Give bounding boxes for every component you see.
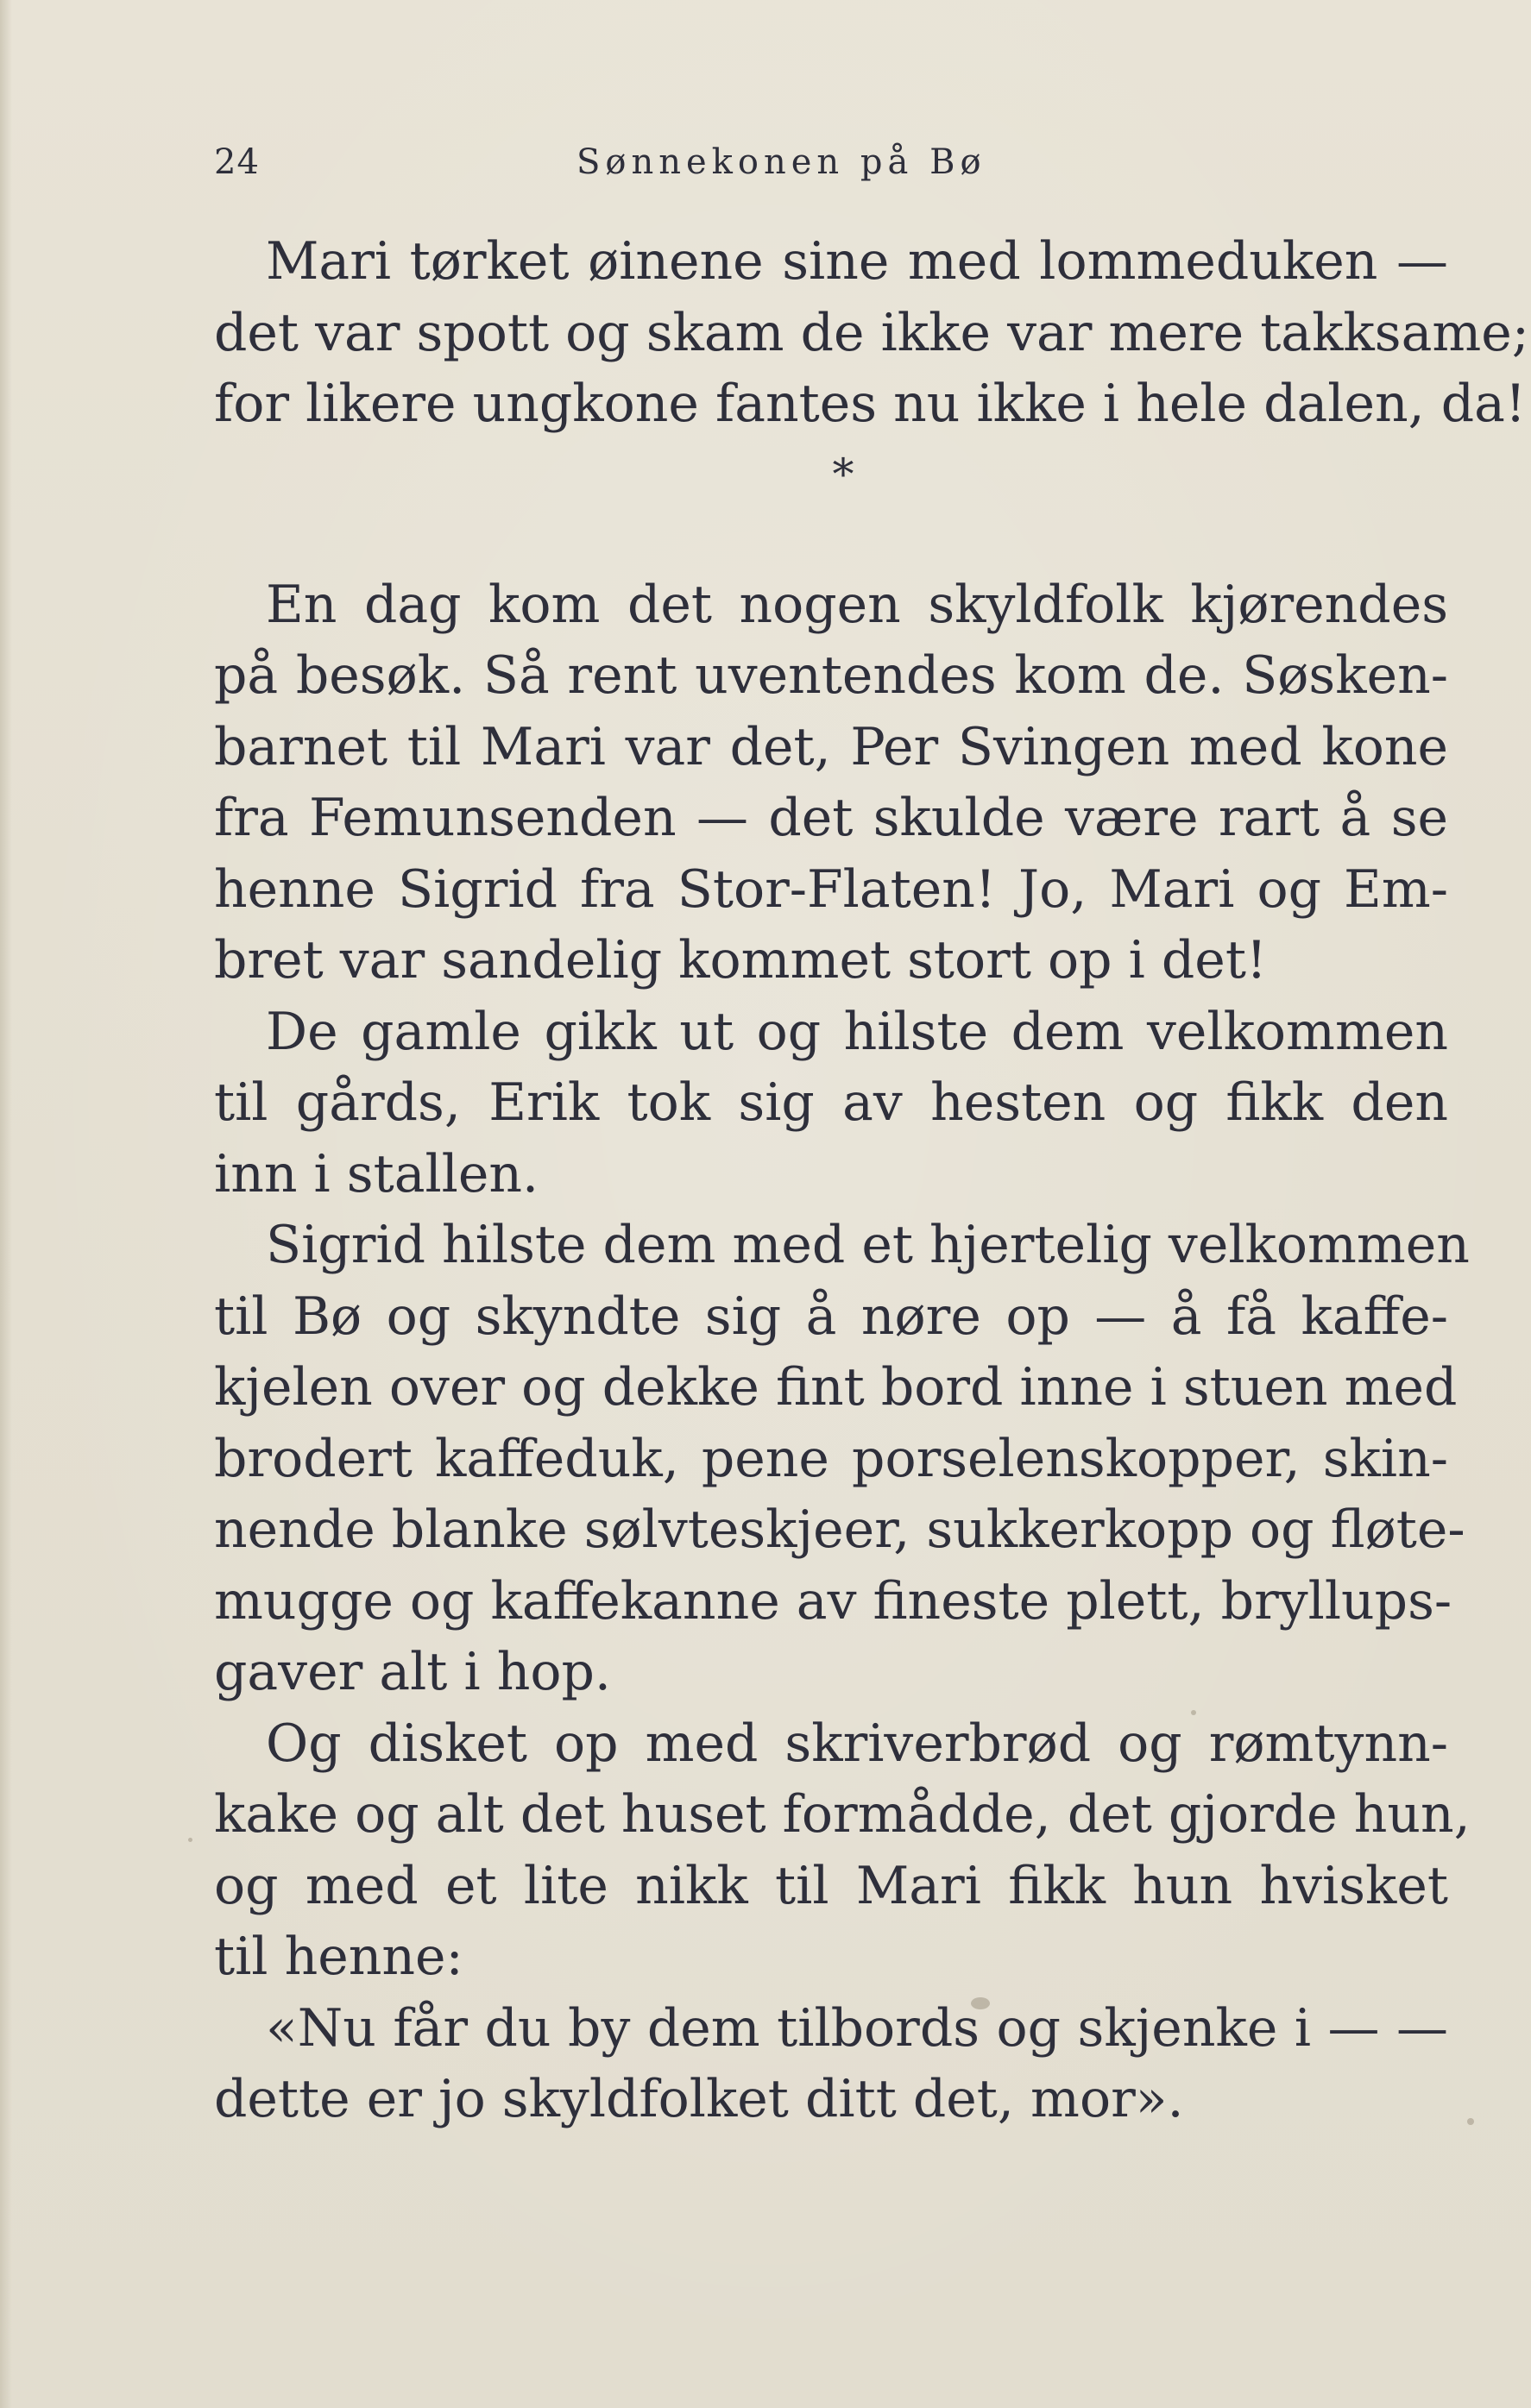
text-line: brodert kaffeduk, pene porselenskopper, skin- [214,1428,1448,1489]
page-edge-shadow [0,0,12,2408]
text-line: fra Femunsenden — det skulde være rart å se [214,788,1448,848]
text-line: det var spott og skam de ikke var mere takksame; [214,302,1529,363]
text-line: dette er jo skyldfolket ditt det, mor». [214,2069,1184,2129]
text-line: gaver alt i hop. [214,1642,611,1702]
section-separator: * [832,449,854,500]
paper-speck [188,1838,192,1842]
text-line: til gårds, Erik tok sig av hesten og fikk den [214,1072,1448,1133]
text-line: til Bø og skyndte sig å nøre op — å få kaffe- [214,1286,1448,1347]
paragraph [214,1993,1448,2135]
text-line: mugge og kaffekanne av fineste plett, bryllups- [214,1570,1452,1632]
paragraph [214,1210,1470,1708]
text-line: Sigrid hilste dem med et hjertelig velkommen [266,1215,1470,1275]
text-line: for likere ungkone fantes nu ikke i hele dalen, da! [214,374,1527,434]
text-line: til henne: [214,1927,463,1987]
text-line: nende blanke sølvteskjeer, sukkerkopp og fløte- [214,1499,1465,1560]
text-line: henne Sigrid fra Stor-Flaten! Jo, Mari og Em- [214,858,1448,920]
text-line: kake og alt det huset formådde, det gjorde hun, [214,1784,1471,1845]
text-line: kjelen over og dekke fint bord inne i stuen med [214,1357,1458,1418]
text-line: på besøk. Så rent uventendes kom de. Søsken- [214,645,1448,706]
text-line: «Nu får du by dem tilbords og skjenke i — — [266,1997,1448,2059]
paragraph [214,1708,1471,1993]
paragraph [214,226,1529,440]
page-header [214,136,1457,188]
text-line: Og disket op med skriverbrød og rømtynn- [266,1713,1448,1774]
paragraph [214,569,1448,997]
paper-speck [1467,2118,1474,2125]
paragraph [214,997,1448,1210]
paper-speck [971,1997,990,2009]
running-title: Sønnekonen på Bø [576,142,986,182]
text-line: bret var sandelig kommet stort op i det! [214,930,1268,990]
page-number: 24 [214,142,260,182]
text-line: barnet til Mari var det, Per Svingen med kone [214,716,1448,777]
text-line: og med et lite nikk til Mari fikk hun hvisket [214,1855,1448,1916]
text-line: Mari tørket øinene sine med lommeduken — [266,231,1448,292]
body-text [214,226,1529,2135]
text-line: inn i stallen. [214,1143,539,1204]
text-line: De gamle gikk ut og hilste dem velkommen [266,1001,1448,1062]
text-line: En dag kom det nogen skyldfolk kjørendes [266,574,1448,635]
paper-speck [1191,1710,1196,1715]
